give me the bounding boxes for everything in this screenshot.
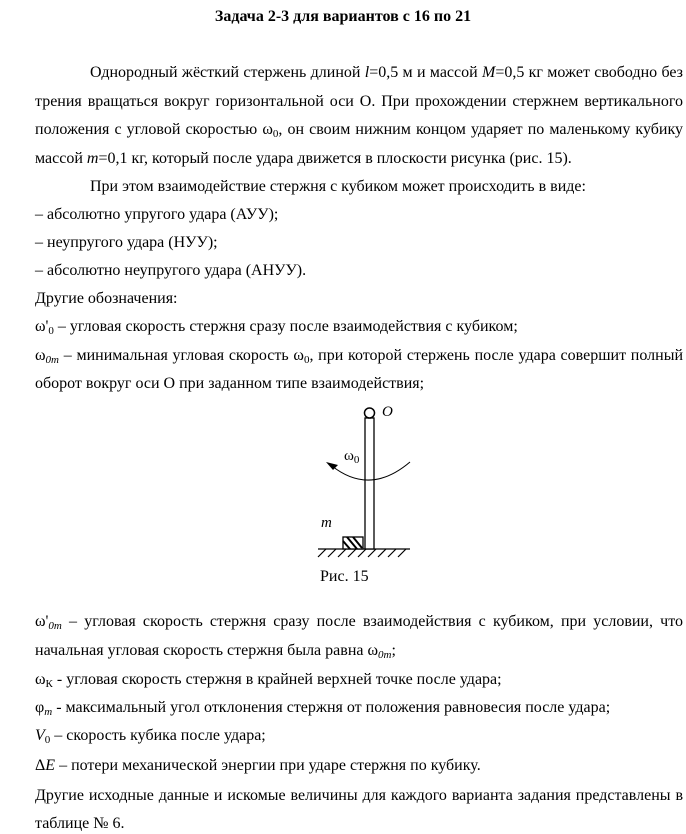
text: - максимальный угол отклонения стержня от положения равновесия после удара; <box>52 699 611 716</box>
subscript: 0 <box>303 354 310 366</box>
definition-line <box>35 641 683 661</box>
rod <box>365 418 374 549</box>
text: φ <box>35 699 45 716</box>
symbol-l: l <box>364 64 370 81</box>
text: , он своим нижним концом ударяет по маленькому кубику <box>278 121 684 138</box>
text: =0,1 кг, который после удара движется в плоскости рисунка (рис. 15). <box>98 150 572 167</box>
text: Δ <box>35 757 46 774</box>
subscript: 0 <box>44 734 51 746</box>
cube <box>343 537 363 549</box>
text: , при которой стержень после удара совершит полный <box>309 347 684 364</box>
definition-line <box>35 670 683 690</box>
subscript: 0 <box>353 454 360 466</box>
text: Однородный жёсткий стержень длиной <box>90 64 365 81</box>
subscript: m <box>44 706 53 718</box>
subscript: 0m <box>45 354 59 366</box>
symbol-V: V <box>35 727 45 744</box>
definition-line <box>35 612 683 632</box>
paragraph-line: таблице № 6. <box>35 815 125 832</box>
text: – угловая скорость стержня сразу после взаимодействия с кубиком, при условии, что <box>61 613 683 630</box>
list-item: – неупругого удара (НУУ); <box>35 234 218 251</box>
subscript: К <box>45 678 53 690</box>
subscript: 0 <box>272 128 279 140</box>
list-item: – абсолютно неупругого удара (АНУУ). <box>35 262 307 279</box>
pivot-axis <box>365 408 375 418</box>
text: =0,5 кг может свободно без <box>495 64 683 81</box>
text: - угловая скорость стержня в крайней верхней точке после удара; <box>52 671 502 688</box>
text: ω' <box>35 318 49 335</box>
text: массой <box>35 150 87 167</box>
mass-label: m <box>321 515 332 531</box>
definition-line <box>35 756 683 776</box>
text: – минимальная угловая скорость ω <box>58 347 304 364</box>
text: ω' <box>35 613 49 630</box>
paragraph-line: Другие исходные данные и искомые величины для каждого варианта задания представлены в <box>35 787 683 804</box>
definition-line <box>35 698 683 718</box>
text: =0,5 м и массой <box>369 64 482 81</box>
text: ; <box>391 642 396 659</box>
symbol-m: m <box>86 150 99 167</box>
definition-line: оборот вокруг оси О при заданном типе взаимодействия; <box>35 375 425 392</box>
text: начальная угловая скорость стержня была равна ω <box>35 642 379 659</box>
text: – потери механической энергии при ударе стержня по кубику. <box>55 757 481 774</box>
ground <box>318 549 410 557</box>
list-item: – абсолютно упругого удара (АУУ); <box>35 206 279 223</box>
task-title: Задача 2-3 для вариантов с 16 по 21 <box>214 8 472 25</box>
text: ω <box>344 448 354 464</box>
symbol-M: M <box>481 64 496 81</box>
paragraph-line: Другие обозначения: <box>35 290 178 307</box>
text: – скорость кубика после удара; <box>50 727 266 744</box>
text: трения вращаться вокруг горизонтальной оси О. При прохождении стержнем вертикального <box>35 93 683 110</box>
figure-caption: Рис. 15 <box>320 568 369 585</box>
text: ω <box>35 671 46 688</box>
text: положения с угловой скоростью ω <box>35 121 273 138</box>
subscript: 0m <box>48 620 62 632</box>
subscript: 0m <box>378 649 392 661</box>
text: ω <box>35 347 46 364</box>
axis-label-O: O <box>382 404 393 420</box>
subscript: 0 <box>48 325 54 337</box>
omega-label <box>344 448 359 465</box>
symbol-E: E <box>45 757 56 774</box>
definition-line <box>35 726 683 746</box>
paragraph-line: При этом взаимодействие стержня с кубиком может происходить в виде: <box>90 178 586 195</box>
text: – угловая скорость стержня сразу после взаимодействия с кубиком; <box>53 318 518 335</box>
